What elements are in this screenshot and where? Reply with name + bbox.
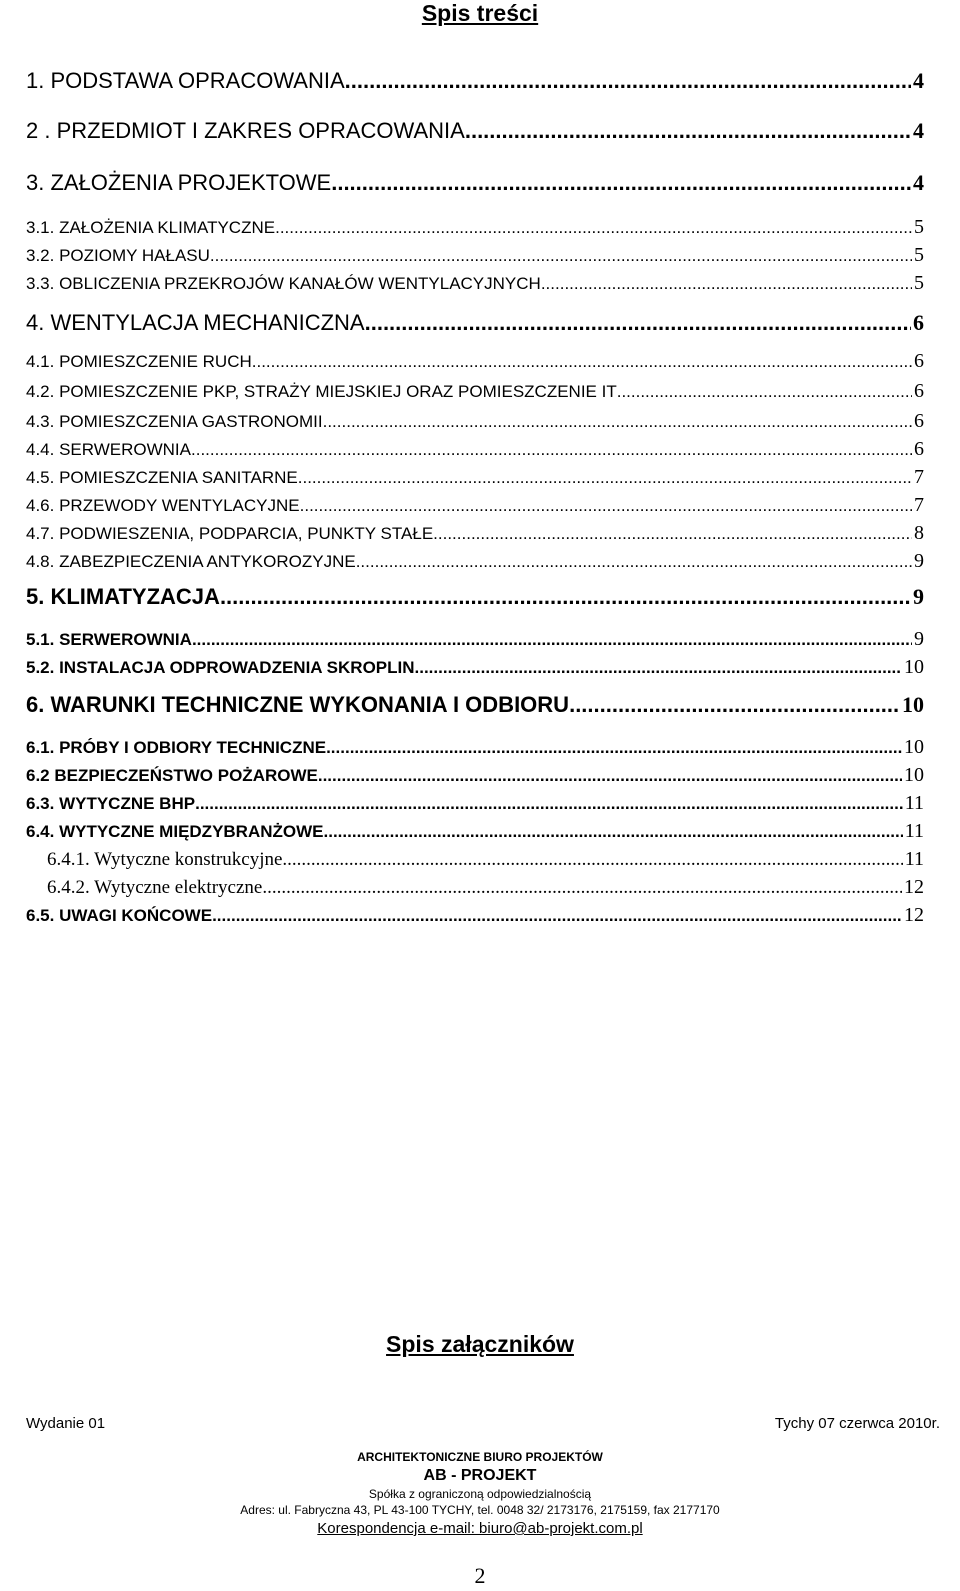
toc-entry-label: 6.1. PRÓBY I ODBIORY TECHNICZNE — [26, 738, 327, 757]
toc-entry-label: 5.1. SERWEROWNIA — [26, 630, 192, 649]
toc-entry-label: 6.4.2. Wytyczne elektryczne — [47, 877, 263, 898]
toc-entry-page: 10 — [902, 692, 924, 717]
toc-entry-page: 6 — [913, 310, 924, 335]
toc-entry[interactable] — [26, 466, 924, 489]
toc-leader-dots — [356, 552, 912, 572]
page-number: 2 — [474, 1563, 486, 1588]
toc-entry[interactable] — [26, 350, 924, 373]
toc-entry-label: 4.5. POMIESZCZENIA SANITARNE — [26, 468, 298, 487]
toc-entry-page: 9 — [913, 584, 924, 609]
toc-leader-dots — [569, 692, 900, 718]
toc-entry[interactable] — [26, 764, 924, 787]
toc-entry-label: 6. WARUNKI TECHNICZNE WYKONANIA I ODBIORU — [26, 692, 570, 717]
toc-leader-dots — [433, 524, 912, 544]
toc-entry[interactable] — [26, 380, 924, 403]
toc-entry-label: 2 . PRZEDMIOT I ZAKRES OPRACOWANIA — [26, 118, 465, 143]
toc-leader-dots — [541, 274, 912, 294]
toc-entry-label: 4.2. POMIESZCZENIE PKP, STRAŻY MIEJSKIEJ ORAZ POMIESZCZENIE IT — [26, 382, 617, 401]
toc-entry-page: 7 — [914, 494, 924, 516]
toc-leader-dots — [365, 310, 911, 336]
toc-entry-label: 4.7. PODWIESZENIA, PODPARCIA, PUNKTY STAŁE — [26, 524, 434, 543]
toc-entry-page: 10 — [904, 764, 924, 786]
toc-entry[interactable] — [26, 820, 924, 843]
company-email: Korespondencja e-mail: biuro@ab-projekt.com.pl — [317, 1520, 643, 1537]
toc-entry-label: 4.3. POMIESZCZENIA GASTRONOMII — [26, 412, 323, 431]
toc-leader-dots — [191, 440, 912, 460]
toc-entry[interactable] — [26, 848, 924, 871]
toc-entry[interactable] — [26, 656, 924, 679]
toc-leader-dots — [331, 170, 911, 196]
toc-entry[interactable] — [26, 628, 924, 651]
toc-leader-dots — [192, 630, 912, 650]
toc-entry-page: 12 — [904, 876, 924, 898]
toc-entry-page: 4 — [913, 118, 924, 143]
toc-entry[interactable] — [26, 792, 924, 815]
toc-entry[interactable] — [26, 550, 924, 573]
toc-entry-page: 12 — [904, 904, 924, 926]
toc-entry[interactable] — [26, 904, 924, 927]
company-address: Adres: ul. Fabryczna 43, PL 43-100 TYCHY, tel. 0048 32/ 2173176, 2175159, fax 2177170 — [240, 1503, 720, 1517]
toc-entry-page: 7 — [914, 466, 924, 488]
toc-entry-label: 6.5. UWAGI KOŃCOWE — [26, 906, 213, 925]
toc-entry-page: 10 — [904, 736, 924, 758]
toc-leader-dots — [326, 738, 902, 758]
toc-leader-dots — [220, 584, 911, 610]
toc-entry-label: 1. PODSTAWA OPRACOWANIA — [26, 68, 345, 93]
toc-entry-page: 8 — [914, 522, 924, 544]
company-legal-form: Spółka z ograniczoną odpowiedzialnością — [368, 1487, 592, 1501]
toc-entry-label: 3.1. ZAŁOŻENIA KLIMATYCZNE — [26, 218, 276, 237]
toc-entry-page: 11 — [904, 820, 924, 842]
toc-leader-dots — [617, 382, 912, 402]
toc-leader-dots — [262, 877, 902, 899]
footer-date: Tychy 07 czerwca 2010r. — [774, 1415, 940, 1432]
toc-leader-dots — [210, 246, 912, 266]
toc-entry-label: 3.2. POZIOMY HAŁASU — [26, 246, 210, 265]
toc-leader-dots — [465, 118, 911, 144]
toc-entry-page: 6 — [914, 438, 924, 460]
footer-edition: Wydanie 01 — [26, 1415, 106, 1432]
toc-entry-page: 4 — [913, 170, 924, 195]
toc-entry-label: 4.8. ZABEZPIECZENIA ANTYKOROZYJNE — [26, 552, 356, 571]
toc-entry-page: 9 — [914, 550, 924, 572]
toc-entry-page: 5 — [914, 244, 924, 266]
toc-entry[interactable] — [26, 310, 924, 336]
toc-entry[interactable] — [26, 522, 924, 545]
toc-leader-dots — [300, 496, 912, 516]
toc-entry-page: 6 — [914, 410, 924, 432]
toc-entry[interactable] — [26, 216, 924, 239]
toc-entry-page: 5 — [914, 216, 924, 238]
toc-entry-label: 4.6. PRZEWODY WENTYLACYJNE — [26, 496, 300, 515]
toc-entry-label: 6.4. WYTYCZNE MIĘDZYBRANŻOWE — [26, 822, 324, 841]
toc-entry-label: 3.3. OBLICZENIA PRZEKROJÓW KANAŁÓW WENTYLACYJNYCH — [26, 274, 541, 293]
toc-entry[interactable] — [26, 736, 924, 759]
toc-leader-dots — [415, 658, 902, 678]
toc-entry[interactable] — [26, 170, 924, 196]
company-name: ARCHITEKTONICZNE BIURO PROJEKTÓW — [357, 1450, 603, 1464]
toc-entry[interactable] — [26, 118, 924, 144]
toc-entry[interactable] — [26, 410, 924, 433]
toc-entry-label: 6.2 BEZPIECZEŃSTWO POŻAROWE — [26, 766, 318, 785]
toc-entry[interactable] — [26, 272, 924, 295]
toc-entry-page: 6 — [914, 380, 924, 402]
toc-entry[interactable] — [26, 244, 924, 267]
toc-leader-dots — [212, 906, 902, 926]
toc-leader-dots — [345, 68, 911, 94]
toc-entry-label: 5.2. INSTALACJA ODPROWADZENIA SKROPLIN — [26, 658, 415, 677]
toc-entry-page: 11 — [904, 848, 924, 870]
toc-entry[interactable] — [26, 692, 924, 718]
company-brand: AB - PROJEKT — [423, 1467, 537, 1484]
toc-entry-page: 11 — [904, 792, 924, 814]
toc-leader-dots — [298, 468, 912, 488]
toc-entry-page: 5 — [914, 272, 924, 294]
toc-entry-label: 6.3. WYTYCZNE BHP — [26, 794, 196, 813]
toc-title: Spis treści — [421, 0, 539, 26]
toc-leader-dots — [282, 849, 902, 871]
toc-leader-dots — [275, 218, 912, 238]
toc-entry-page: 4 — [913, 68, 924, 93]
toc-leader-dots — [324, 822, 903, 842]
toc-leader-dots — [195, 794, 903, 814]
toc-entry-label: 4.1. POMIESZCZENIE RUCH — [26, 352, 252, 371]
toc-entry[interactable] — [26, 438, 924, 461]
toc-entry-page: 10 — [904, 656, 924, 678]
toc-entry-label: 3. ZAŁOŻENIA PROJEKTOWE — [26, 170, 332, 195]
toc-entry-label: 5. KLIMATYZACJA — [26, 584, 220, 609]
toc-leader-dots — [318, 766, 902, 786]
attachments-title: Spis załączników — [386, 1331, 574, 1357]
toc-entry[interactable] — [26, 68, 924, 94]
toc-entry[interactable] — [26, 494, 924, 517]
toc-leader-dots — [323, 412, 912, 432]
toc-entry-page: 6 — [914, 350, 924, 372]
toc-entry-label: 6.4.1. Wytyczne konstrukcyjne — [47, 849, 283, 870]
toc-entry-page: 9 — [914, 628, 924, 650]
toc-entry-label: 4. WENTYLACJA MECHANICZNA — [26, 310, 365, 335]
toc-leader-dots — [252, 352, 912, 372]
toc-entry[interactable] — [26, 876, 924, 899]
toc-entry-label: 4.4. SERWEROWNIA — [26, 440, 191, 459]
toc-entry[interactable] — [26, 584, 924, 610]
